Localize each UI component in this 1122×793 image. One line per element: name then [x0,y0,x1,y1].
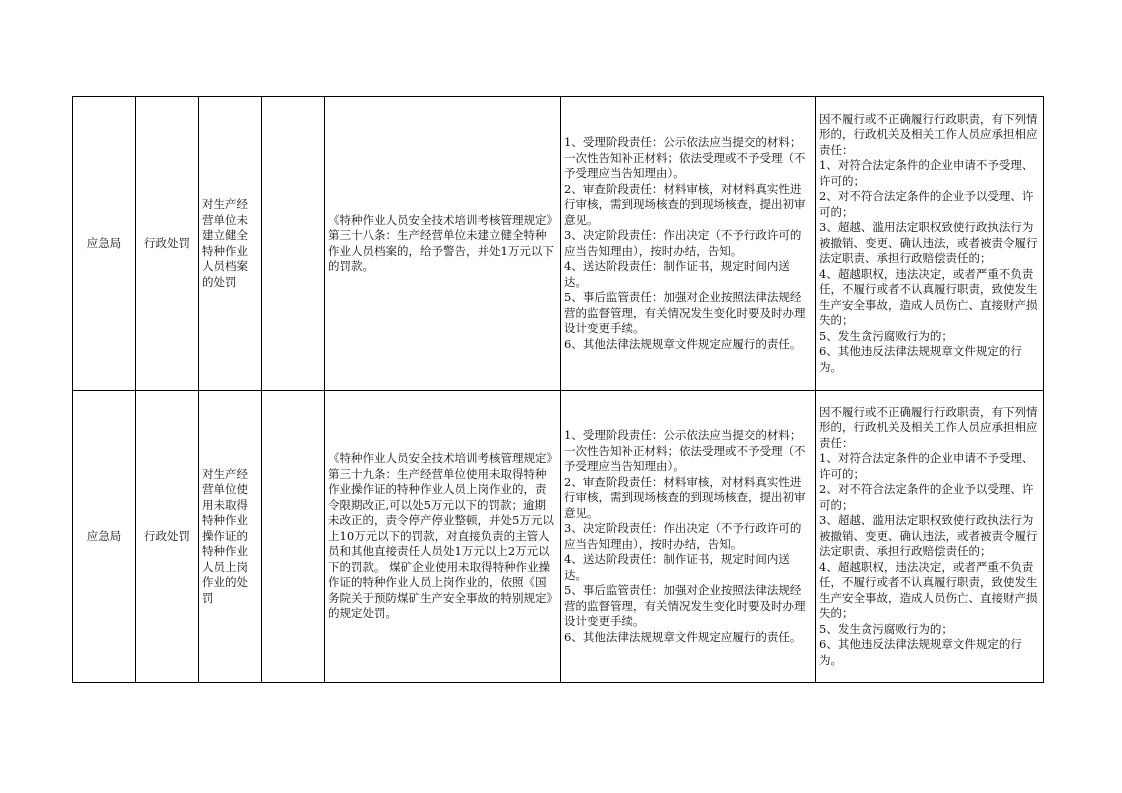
duty-line: 1、受理阶段责任：公示依法应当提交的材料；一次性告知补正材料；依法受理或不予受理（不予受理应当告知理由）。 [564,428,806,473]
item-cell: 对生产经营单位未建立健全特种作业人员档案的处罚 [199,97,262,391]
duty-line: 1、受理阶段责任：公示依法应当提交的材料；一次性告知补正材料；依法受理或不予受理（不予受理应当告知理由）。 [564,135,806,180]
table-row [73,391,1044,683]
liability-cell [816,391,1044,683]
liability-line: 3、超越、滥用法定职权致使行政执法行为被撤销、变更、确认违法，或者被责令履行法定职责、承担行政赔偿责任的； [819,220,1038,266]
liability-line: 因不履行或不正确履行行政职责，有下列情形的，行政机关及相关工作人员应承担相应责任： [819,404,1038,450]
liability-line: 4、超越职权，违法决定，或者严重不负责任，不履行或者不认真履行职责，致使发生生产安全事故，造成人员伤亡、直接财产损失的； [819,559,1038,621]
basis-cell: 《特种作业人员安全技术培训考核管理规定》第三十九条：生产经营单位使用未取得特种作业操作证的特种作业人员上岗作业的，责令限期改正,可以处5万元以下的罚款；逾期未改正的，责令停产停业整顿，并处5万元以上10万元以下的罚款，对直接负责的主管人员和其他直接责任人员处1万元以上2万元以下的罚款。 煤矿企业使用未取得特种作业操作证的特种作业人员上岗作业的，依照《国务院关于预防煤矿生产安全事故的特别规定》的规定处罚。 [325,391,561,683]
table-row [73,97,1044,391]
liability-line: 2、对不符合法定条件的企业予以受理、许可的； [819,189,1034,219]
duty-line: 6、其他法律法规规章文件规定应履行的责任。 [564,629,802,644]
basis-cell: 《特种作业人员安全技术培训考核管理规定》第三十八条：生产经营单位未建立健全特种作业人员档案的，给予警告，并处1万元以下的罚款。 [325,97,561,391]
liability-line: 1、对符合法定条件的企业申请不予受理、许可的； [819,158,1034,188]
liability-line: 5、发生贪污腐败行为的； [819,328,953,343]
duty-line: 6、其他法律法规规章文件规定应履行的责任。 [564,336,802,351]
liability-line: 2、对不符合法定条件的企业予以受理、许可的； [819,482,1034,512]
liability-line: 5、发生贪污腐败行为的； [819,621,953,636]
duty-line: 2、审查阶段责任：材料审核，对材料真实性进行审核，需到现场核查的到现场核查，提出初审意见。 [564,181,806,227]
duty-line: 5、事后监管责任：加强对企业按照法律法规经营的监督管理，有关情况发生变化时要及时办理设计变更手续。 [564,290,806,335]
liability-line: 因不履行或不正确履行行政职责，有下列情形的，行政机关及相关工作人员应承担相应责任： [819,111,1038,157]
duty-line: 3、决定阶段责任：作出决定（不予行政许可的应当告知理由），按时办结，告知。 [564,228,802,258]
department-cell: 应急局 [73,97,136,391]
liability-line: 6、其他违反法律法规规章文件规定的行为。 [819,637,1022,667]
duty-line: 3、决定阶段责任：作出决定（不予行政许可的应当告知理由），按时办结，告知。 [564,521,802,551]
liability-cell [816,97,1044,391]
duty-line: 4、送达阶段责任：制作证书，规定时间内送达。 [564,552,790,582]
liability-line: 6、其他违反法律法规规章文件规定的行为。 [819,344,1022,374]
subitem-cell [262,97,325,391]
subitem-cell [262,391,325,683]
duty-line: 5、事后监管责任：加强对企业按照法律法规经营的监督管理，有关情况发生变化时要及时办理设计变更手续。 [564,583,806,628]
category-cell: 行政处罚 [136,97,199,391]
duty-line: 4、送达阶段责任：制作证书，规定时间内送达。 [564,259,790,289]
item-cell: 对生产经营单位使用未取得特种作业操作证的特种作业人员上岗作业的处罚 [199,391,262,683]
duty-line: 2、审查阶段责任：材料审核，对材料真实性进行审核，需到现场核查的到现场核查，提出初审意见。 [564,474,806,520]
category-cell: 行政处罚 [136,391,199,683]
liability-line: 3、超越、滥用法定职权致使行政执法行为被撤销、变更、确认违法，或者被责令履行法定职责、承担行政赔偿责任的； [819,513,1038,559]
department-cell: 应急局 [73,391,136,683]
liability-line: 4、超越职权，违法决定，或者严重不负责任，不履行或者不认真履行职责，致使发生生产安全事故，造成人员伤亡、直接财产损失的； [819,266,1038,328]
liability-line: 1、对符合法定条件的企业申请不予受理、许可的； [819,451,1034,481]
responsibility-table [72,96,1044,683]
duties-cell [561,391,816,683]
duties-cell [561,97,816,391]
